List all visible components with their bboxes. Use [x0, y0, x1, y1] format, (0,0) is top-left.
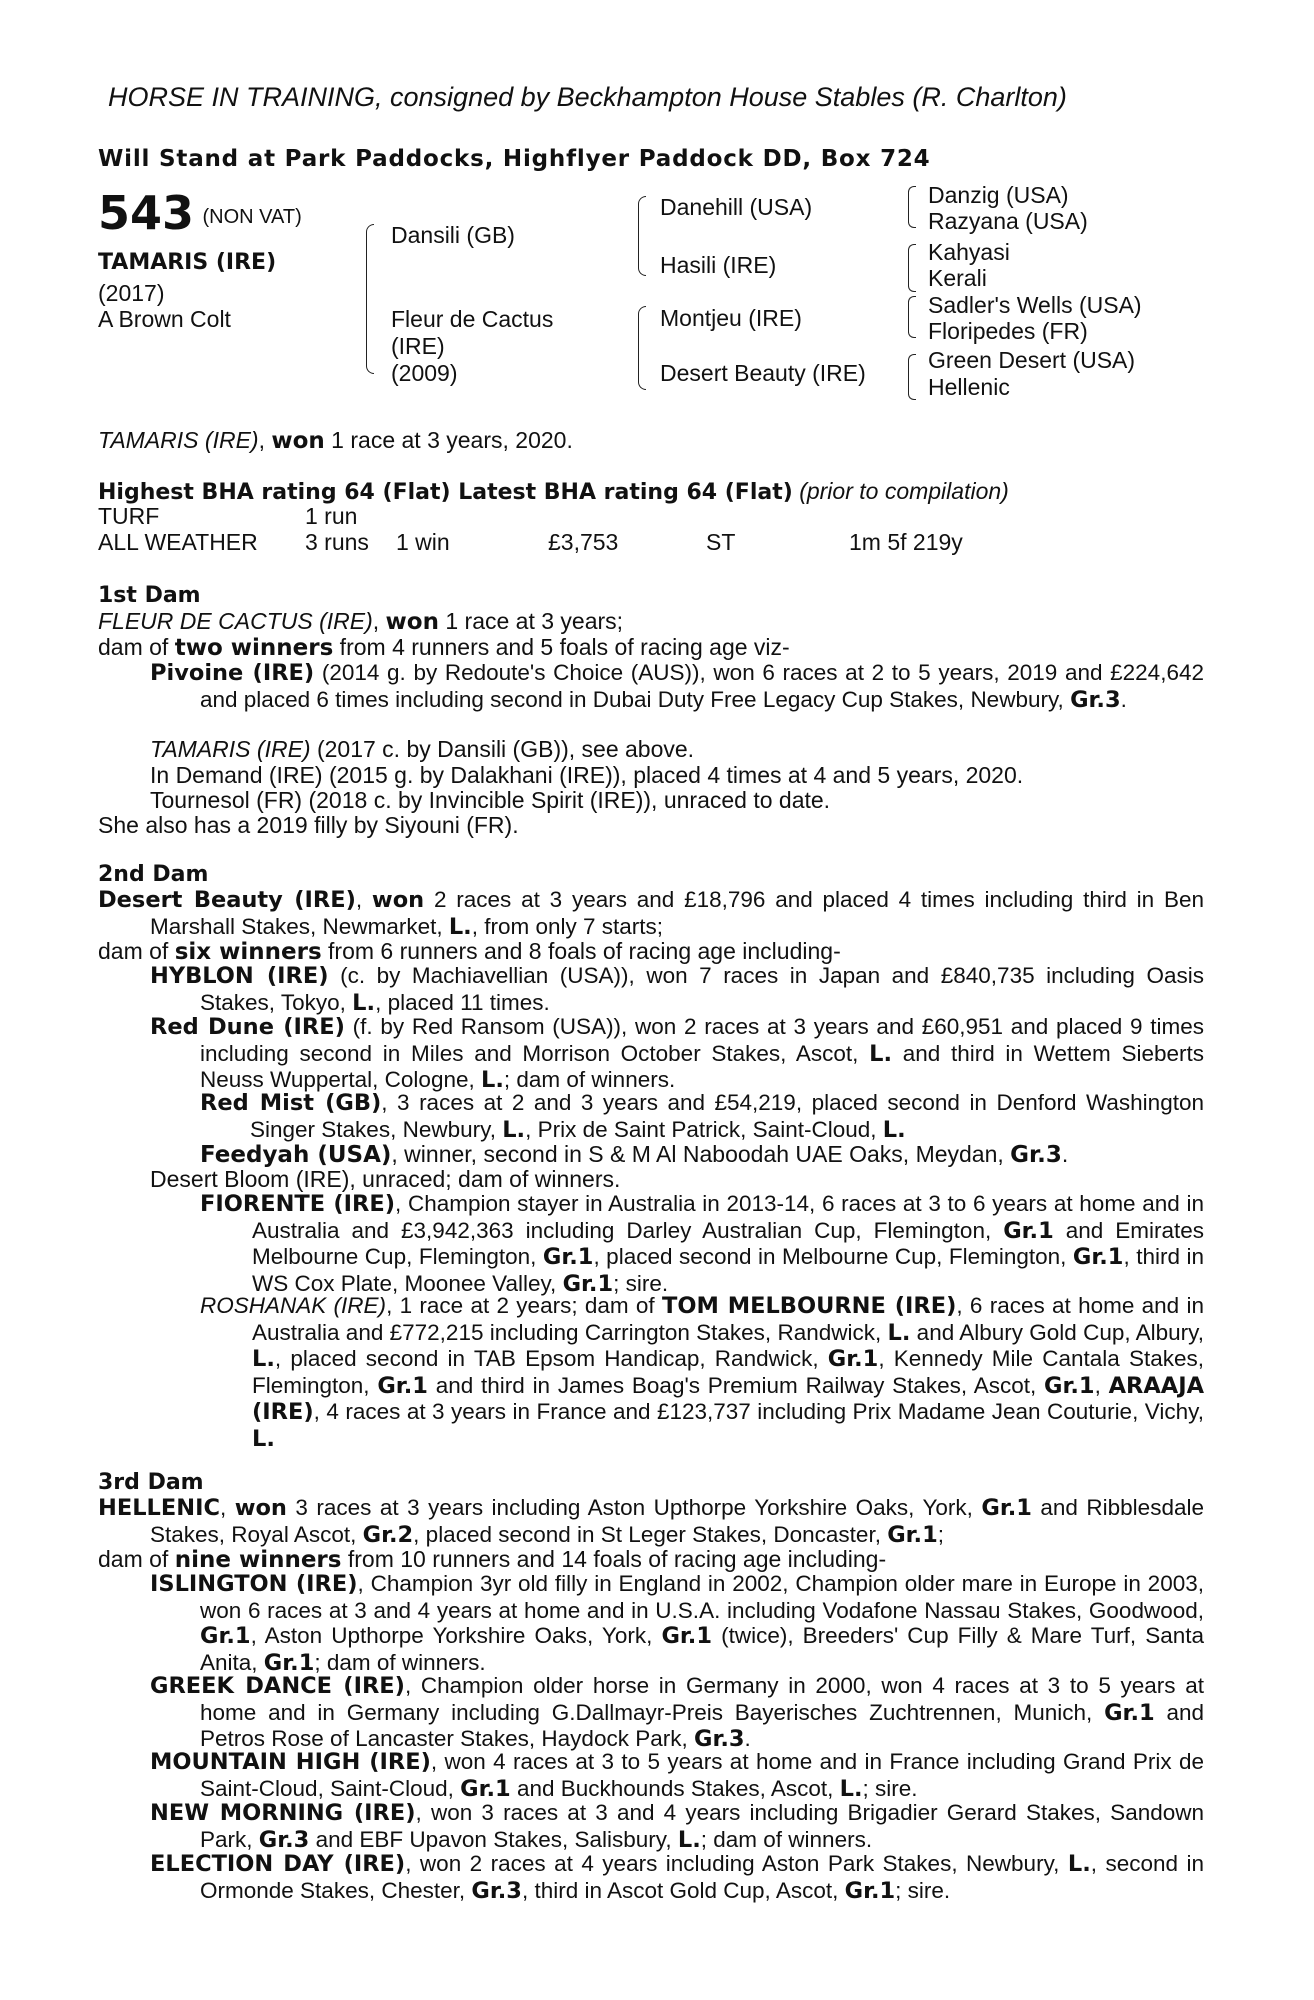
pedigree-bracket-ss: [908, 186, 916, 228]
dam2-desert-beauty: [98, 887, 1204, 940]
hyblon-name: HYBLON (IRE): [150, 963, 329, 989]
pedigree-bracket-sire: [638, 196, 646, 276]
roshanak-t8: , 4 races at 3 years in France and £123,737 including Prix Madame Jean Couturie, Vichy,: [313, 1399, 1204, 1424]
red-dune-name: Red Dune (IRE): [150, 1014, 345, 1040]
islington-name: ISLINGTON (IRE): [150, 1571, 358, 1597]
hyblon-end: , placed 11 times.: [375, 989, 550, 1015]
dam3-heading: 3rd Dam: [98, 1470, 204, 1495]
dam1-in-demand: In Demand (IRE) (2015 g. by Dalakhani (IRE)), placed 4 times at 4 and 5 years, 2020.: [150, 762, 1024, 788]
red-dune-listed: L.: [869, 1040, 893, 1067]
tamaris-rest: (2017 c. by Dansili (GB)), see above.: [310, 736, 695, 762]
pedigree-bracket-dam: [638, 306, 646, 390]
new-morning-end: ; dam of winners.: [700, 1826, 873, 1852]
desert-beauty-text: 2 races at 3 years and £18,796 and placed 4 times including third in Ben Marshall Stakes, Newmarket,: [150, 887, 1204, 939]
pedigree-dam-sire: Montjeu (IRE): [660, 305, 802, 331]
desert-beauty-won: won: [371, 887, 425, 913]
pivoine-name: Pivoine (IRE): [150, 660, 315, 686]
dam1-heading: 1st Dam: [98, 583, 201, 608]
red-dune-listed2: L.: [481, 1067, 504, 1093]
dam1-tamaris: [150, 736, 694, 762]
desert-beauty-sep: ,: [355, 887, 372, 912]
pedigree-sds: Kahyasi: [928, 239, 1010, 265]
pedigree-dds: Green Desert (USA): [928, 347, 1136, 373]
roshanak-L3: L.: [252, 1425, 275, 1452]
feedyah-grade: Gr.3: [1010, 1142, 1062, 1168]
dam3-greek-dance: [150, 1673, 1204, 1753]
record-aw-label: ALL WEATHER: [98, 529, 258, 555]
desert-beauty-listed: L.: [448, 913, 472, 940]
six-winners: six winners: [174, 939, 322, 965]
fiorente-text: , Champion stayer in Australia in 2013-14, 6 races at 3 to 6 years at home and in Australia and £3,942,363 including Darley Australian Cup, Flemington,: [252, 1191, 1204, 1243]
feedyah-text: , winner, second in S & M Al Naboodah UAE Oaks, Meydan,: [391, 1141, 1011, 1167]
new-morning-t2: and EBF Upavon Stakes, Salisbury,: [309, 1826, 678, 1852]
pedigree-sire: Dansili (GB): [391, 222, 515, 248]
election-day-end: ; sire.: [895, 1877, 951, 1903]
dam1-sep: ,: [372, 608, 386, 634]
red-dune-end: ; dam of winners.: [503, 1067, 676, 1092]
red-mist-mid: , Prix de Saint Patrick, Saint-Cloud,: [525, 1116, 883, 1142]
hellenic-gr3: Gr.1: [887, 1521, 938, 1548]
feedyah-name: Feedyah (USA): [200, 1142, 392, 1168]
dam2-heading: 2nd Dam: [98, 862, 209, 887]
mountain-high-listed: L.: [839, 1775, 863, 1802]
dam3-hellenic: [98, 1495, 1204, 1548]
greek-dance-t2: and Petros Rose of Lancaster Stakes, Haydock Park,: [200, 1699, 1204, 1751]
fiorente-gr1: Gr.1: [1003, 1217, 1054, 1244]
election-day-gr1: Gr.3: [471, 1877, 522, 1904]
araaja-name: ARAAJA (IRE): [252, 1372, 1204, 1425]
lot-number-value: 543: [98, 186, 195, 240]
pedigree-dsd: Floripedes (FR): [928, 318, 1088, 344]
fiorente-t4: , third in WS Cox Plate, Moonee Valley,: [252, 1244, 1204, 1296]
record-aw-going: ST: [706, 529, 736, 555]
summary-horse-name: TAMARIS (IRE): [98, 427, 259, 453]
pivoine-text: (2014 g. by Redoute's Choice (AUS)), won 6 races at 2 to 5 years, 2019 and £224,642 and placed 6 times including second in Dubai Duty Free Legacy Cup Stakes, Newbury,: [200, 660, 1204, 712]
nine-c: from 10 runners and 14 foals of racing age including-: [341, 1546, 887, 1572]
mountain-high-gr1: Gr.1: [460, 1775, 511, 1802]
new-morning-name: NEW MORNING (IRE): [150, 1800, 416, 1826]
hellenic-end: ;: [937, 1521, 945, 1547]
six-c: from 6 runners and 8 foals of racing age including-: [321, 938, 841, 964]
dam1-winners: two winners: [174, 635, 334, 661]
horse-name: TAMARIS (IRE): [98, 250, 277, 275]
roshanak-t2: , 6 races at home and in Australia and £772,215 including Carrington Stakes, Randwick,: [252, 1293, 1204, 1345]
pedigree-sdd: Kerali: [928, 265, 987, 291]
foaling-year: (2017): [98, 280, 165, 306]
fiorente-t3: , placed second in Melbourne Cup, Flemington,: [593, 1244, 1073, 1269]
dam1-won: won: [385, 609, 439, 635]
pedigree-ssd: Razyana (USA): [928, 208, 1088, 234]
roshanak-gr1: Gr.1: [827, 1346, 879, 1372]
dam1-name: FLEUR DE CACTUS (IRE): [98, 608, 373, 634]
lot-number: [98, 186, 302, 240]
dam1-l2c: from 4 runners and 5 foals of racing age viz-: [333, 634, 790, 660]
greek-dance-t1: , Champion older horse in Germany in 2000, won 4 races at 3 to 5 years at home and in Germany including G.Dallmayr-Preis Bayerisches Zuchtrennen, Munich,: [200, 1673, 1204, 1725]
nine-a: dam of: [98, 1546, 175, 1572]
roshanak-L1: L.: [887, 1319, 911, 1346]
islington-end: ; dam of winners.: [314, 1649, 486, 1675]
pedigree-dam-line2: (IRE): [391, 333, 445, 359]
hellenic-gr1: Gr.1: [981, 1495, 1032, 1521]
pivoine-grade: Gr.3: [1070, 686, 1121, 713]
desert-beauty-name: Desert Beauty (IRE): [98, 887, 356, 913]
fiorente-end: ; sire.: [613, 1270, 669, 1296]
pedigree-dam-dam: Desert Beauty (IRE): [660, 360, 866, 386]
record-aw-runs: 3 runs: [305, 529, 369, 555]
roshanak-t7: ,: [1094, 1372, 1109, 1398]
pedigree-bracket-dd: [908, 354, 916, 400]
pedigree-bracket-ds: [908, 296, 916, 338]
roshanak-t6: and third in James Boag's Premium Railway Stakes, Ascot,: [427, 1372, 1045, 1398]
record-turf-runs: 1 run: [305, 503, 358, 529]
pedigree-bracket-sd: [908, 244, 916, 292]
six-a: dam of: [98, 938, 175, 964]
tom-melbourne-name: TOM MELBOURNE (IRE): [661, 1293, 957, 1319]
red-dune-mid: and third in Wettem Sieberts Neuss Wuppertal, Cologne,: [200, 1040, 1204, 1092]
islington-t1: , Champion 3yr old filly in England in 2002, Champion older mare in Europe in 2003, won 6 races at 3 and 4 years at home and in U.S.A. including Vodafone Nassau Stakes, Goodwood,: [200, 1571, 1204, 1623]
roshanak-gr2: Gr.1: [377, 1372, 428, 1399]
hellenic-t3: , placed second in St Leger Stakes, Doncaster,: [413, 1521, 888, 1547]
greek-dance-gr2: Gr.3: [693, 1726, 745, 1752]
election-day-t1: , won 2 races at 4 years including Aston Park Stakes, Newbury,: [405, 1851, 1068, 1876]
dam3-islington: [150, 1571, 1204, 1676]
fiorente-name: FIORENTE (IRE): [200, 1191, 396, 1217]
rating-text: Highest BHA rating 64 (Flat) Latest BHA rating 64 (Flat): [98, 480, 793, 505]
dam1-line2: [98, 634, 790, 661]
stand-location: Will Stand at Park Paddocks, Highflyer Paddock DD, Box 724: [98, 146, 931, 172]
pivoine-end: .: [1120, 686, 1127, 712]
dam1-tournesol: Tournesol (FR) (2018 c. by Invincible Spirit (IRE)), unraced to date.: [150, 787, 831, 813]
dam2-hyblon: [150, 963, 1204, 1016]
summary-won: won: [271, 428, 325, 454]
pedigree-sire-sire: Danehill (USA): [660, 194, 813, 220]
page-title: HORSE IN TRAINING, consigned by Beckhampton House Stables (R. Charlton): [108, 82, 1067, 112]
rating-note: (prior to compilation): [799, 478, 1009, 504]
roshanak-L2: L.: [252, 1346, 275, 1372]
hellenic-t2: and Ribblesdale Stakes, Royal Ascot,: [150, 1495, 1204, 1547]
dam1-pivoine: [150, 660, 1204, 713]
hellenic-name: HELLENIC: [98, 1495, 220, 1521]
dam2-fiorente: [200, 1191, 1204, 1297]
red-mist-name: Red Mist (GB): [200, 1090, 382, 1116]
election-day-gr2: Gr.1: [844, 1877, 896, 1904]
mountain-high-end: ; sire.: [862, 1775, 918, 1801]
summary-rest: 1 race at 3 years, 2020.: [324, 427, 573, 453]
pedigree-bracket-gen1: [366, 224, 374, 374]
hyblon-text: (c. by Machiavellian (USA)), won 7 races in Japan and £840,735 including Oasis Stakes, Tokyo,: [200, 963, 1205, 1015]
dam3-mountain-high: [150, 1749, 1204, 1802]
pedigree-dam-line3: (2009): [391, 360, 458, 386]
red-mist-text: , 3 races at 2 and 3 years and £54,219, placed second in Denford Washington Singer Stakes, Newbury,: [250, 1090, 1204, 1142]
islington-t2: , Aston Upthorpe Yorkshire Oaks, York,: [250, 1623, 662, 1648]
greek-dance-gr1: Gr.1: [1104, 1699, 1155, 1726]
pedigree-dam-line1: Fleur de Cactus: [391, 306, 554, 332]
islington-gr3: Gr.1: [263, 1649, 315, 1676]
bha-rating: [98, 478, 1009, 506]
mountain-high-t1: , won 4 races at 3 to 5 years at home and in France including Grand Prix de Saint-Cloud, Saint-Cloud,: [200, 1749, 1204, 1801]
dam3-election-day: [150, 1851, 1204, 1904]
dam2-desert-bloom: Desert Bloom (IRE), unraced; dam of winners.: [150, 1166, 621, 1192]
dam1-line1: [98, 608, 623, 635]
election-day-t3: , third in Ascot Gold Cup, Ascot,: [521, 1877, 845, 1903]
election-day-name: ELECTION DAY (IRE): [150, 1851, 406, 1877]
islington-t3: (twice), Breeders' Cup Filly & Mare Turf, Santa Anita,: [200, 1623, 1204, 1675]
red-dune-text: (f. by Red Ransom (USA)), won 2 races at 3 years and £60,951 and placed 9 times including second in Miles and Morrison October Stakes, Ascot,: [200, 1014, 1205, 1066]
red-mist-listed2: L.: [882, 1116, 906, 1143]
fiorente-gr4: Gr.1: [562, 1270, 614, 1297]
new-morning-gr1: Gr.3: [258, 1826, 310, 1853]
desert-beauty-end: , from only 7 starts;: [471, 913, 664, 939]
election-day-t2: , second in Ormonde Stakes, Chester,: [200, 1851, 1204, 1903]
greek-dance-name: GREEK DANCE (IRE): [150, 1673, 405, 1699]
fiorente-gr3: Gr.1: [1072, 1244, 1124, 1270]
mountain-high-name: MOUNTAIN HIGH (IRE): [150, 1749, 431, 1775]
dam3-new-morning: [150, 1800, 1204, 1853]
dam1-rest: 1 race at 3 years;: [438, 608, 624, 634]
greek-dance-end: .: [744, 1726, 751, 1751]
roshanak-gr3: Gr.1: [1044, 1372, 1095, 1399]
pedigree-sss: Danzig (USA): [928, 182, 1069, 208]
hellenic-t1: 3 races at 3 years including Aston Upthorpe Yorkshire Oaks, York,: [286, 1495, 982, 1520]
new-morning-t1: , won 3 races at 3 and 4 years including Brigadier Gerard Stakes, Sandown Park,: [200, 1800, 1205, 1852]
record-aw-distance: 1m 5f 219y: [849, 529, 963, 555]
new-morning-listed: L.: [677, 1826, 701, 1853]
mountain-high-t2: and Buckhounds Stakes, Ascot,: [510, 1775, 840, 1801]
dam2-red-dune: [150, 1014, 1204, 1094]
hellenic-gr2: Gr.2: [362, 1521, 414, 1548]
roshanak-name: ROSHANAK (IRE): [200, 1293, 387, 1318]
hellenic-sep: ,: [219, 1495, 235, 1520]
tamaris-name: TAMARIS (IRE): [150, 736, 311, 762]
record-aw-wins: 1 win: [396, 529, 450, 555]
feedyah-end: .: [1061, 1141, 1069, 1167]
roshanak-t4: , placed second in TAB Epsom Handicap, Randwick,: [274, 1346, 828, 1371]
red-mist-listed: L.: [502, 1116, 526, 1143]
hyblon-listed: L.: [352, 989, 376, 1016]
roshanak-t5: , Kennedy Mile Cantala Stakes, Flemington,: [252, 1346, 1204, 1398]
dam1-l2a: dam of: [98, 634, 175, 660]
dam1-filly: She also has a 2019 filly by Siyouni (FR).: [98, 812, 519, 838]
dam2-roshanak: [200, 1293, 1204, 1452]
pedigree-dss: Sadler's Wells (USA): [928, 292, 1142, 318]
islington-gr1: Gr.1: [200, 1623, 251, 1649]
nine-winners: nine winners: [174, 1547, 342, 1573]
fiorente-gr2: Gr.1: [542, 1244, 594, 1270]
roshanak-t3: and Albury Gold Cup, Albury,: [910, 1319, 1205, 1345]
record-turf-label: TURF: [98, 503, 160, 529]
dam2-feedyah: [200, 1141, 1068, 1168]
hellenic-won: won: [234, 1495, 287, 1521]
vat-status: (NON VAT): [202, 206, 302, 228]
dam2-six-winners: [98, 938, 841, 965]
dam3-nine-winners: [98, 1546, 886, 1573]
pedigree-ddd: Hellenic: [928, 374, 1010, 400]
race-summary: TAMARIS (IRE), won 1 race at 3 years, 2020.: [98, 427, 573, 454]
roshanak-t1: , 1 race at 2 years; dam of: [386, 1293, 662, 1318]
election-day-listed: L.: [1067, 1851, 1091, 1877]
islington-gr2: Gr.1: [661, 1623, 713, 1649]
horse-description: A Brown Colt: [98, 306, 231, 332]
fiorente-t2: and Emirates Melbourne Cup, Flemington,: [252, 1217, 1205, 1269]
pedigree-sire-dam: Hasili (IRE): [660, 252, 777, 278]
record-aw-prize: £3,753: [548, 529, 619, 555]
dam2-red-mist: [200, 1090, 1204, 1143]
